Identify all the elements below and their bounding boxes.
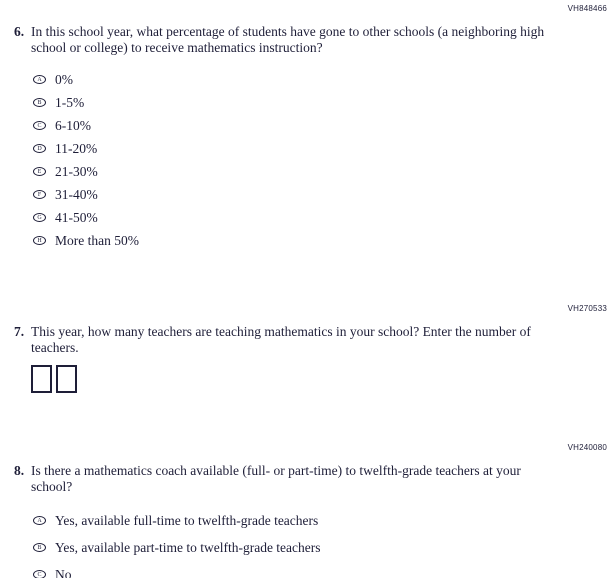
answer-oval-icon[interactable] [33, 543, 46, 552]
teacher-count-entry [31, 365, 607, 393]
question-6-number: 6. [14, 24, 25, 39]
question-6-section [14, 4, 607, 252]
oval-letter: B [37, 544, 42, 551]
answer-oval-icon[interactable] [33, 75, 46, 84]
option-label: 1-5% [55, 94, 85, 110]
oval-letter: E [37, 168, 42, 175]
option-41-50-percent[interactable] [33, 206, 607, 229]
option-label: Yes, available part-time to twelfth-grade teachers [55, 539, 321, 555]
oval-letter: D [37, 145, 42, 152]
question-7-text: This year, how many teachers are teaching mathematics in your school? Enter the number of teachers. [31, 324, 531, 355]
answer-oval-icon[interactable] [33, 516, 46, 525]
question-8-code: VH240080 [567, 443, 607, 452]
option-label: 11-20% [55, 140, 98, 156]
question-7 [14, 324, 554, 356]
question-8-number: 8. [14, 463, 25, 478]
question-6-text: In this school year, what percentage of students have gone to other schools (a neighboring high school or college) to receive mathematics instruction? [31, 24, 545, 55]
oval-letter: B [37, 99, 42, 106]
oval-letter: H [37, 237, 42, 244]
answer-oval-icon[interactable] [33, 190, 46, 199]
option-label: More than 50% [55, 232, 139, 248]
option-label: 6-10% [55, 117, 91, 133]
answer-oval-icon[interactable] [33, 144, 46, 153]
option-label: 21-30% [55, 163, 98, 179]
option-more-than-50-percent[interactable] [33, 229, 607, 252]
oval-letter: G [37, 214, 42, 221]
answer-oval-icon[interactable] [33, 570, 46, 578]
option-11-20-percent[interactable] [33, 137, 607, 160]
teacher-count-digit-box-2[interactable] [56, 365, 77, 393]
option-label: 41-50% [55, 209, 98, 225]
oval-letter: C [37, 122, 42, 129]
answer-oval-icon[interactable] [33, 167, 46, 176]
question-6-options [33, 68, 607, 252]
teacher-count-digit-box-1[interactable] [31, 365, 52, 393]
option-31-40-percent[interactable] [33, 183, 607, 206]
answer-oval-icon[interactable] [33, 213, 46, 222]
option-0-percent[interactable] [33, 68, 607, 91]
question-7-number: 7. [14, 324, 25, 339]
option-label: 31-40% [55, 186, 98, 202]
question-6-code: VH848466 [567, 4, 607, 13]
option-label: 0% [55, 71, 73, 87]
question-8-options [33, 507, 607, 578]
option-yes-part-time[interactable] [33, 534, 607, 561]
option-label: Yes, available full-time to twelfth-grade teachers [55, 512, 319, 528]
option-label: No [55, 566, 72, 578]
option-yes-full-time[interactable] [33, 507, 607, 534]
oval-letter: C [37, 571, 42, 578]
option-1-5-percent[interactable] [33, 91, 607, 114]
option-no[interactable] [33, 561, 607, 578]
question-8-text: Is there a mathematics coach available (full- or part-time) to twelfth-grade teachers at your school? [31, 463, 521, 494]
section-spacer [14, 393, 607, 443]
oval-letter: A [37, 76, 42, 83]
question-6 [14, 24, 554, 56]
oval-letter: F [37, 191, 42, 198]
answer-oval-icon[interactable] [33, 98, 46, 107]
option-21-30-percent[interactable] [33, 160, 607, 183]
section-spacer [14, 252, 607, 304]
answer-oval-icon[interactable] [33, 236, 46, 245]
question-8 [14, 463, 554, 495]
oval-letter: A [37, 517, 42, 524]
question-8-section [14, 443, 607, 578]
question-7-code: VH270533 [567, 304, 607, 313]
answer-oval-icon[interactable] [33, 121, 46, 130]
option-6-10-percent[interactable] [33, 114, 607, 137]
question-7-section [14, 304, 607, 393]
